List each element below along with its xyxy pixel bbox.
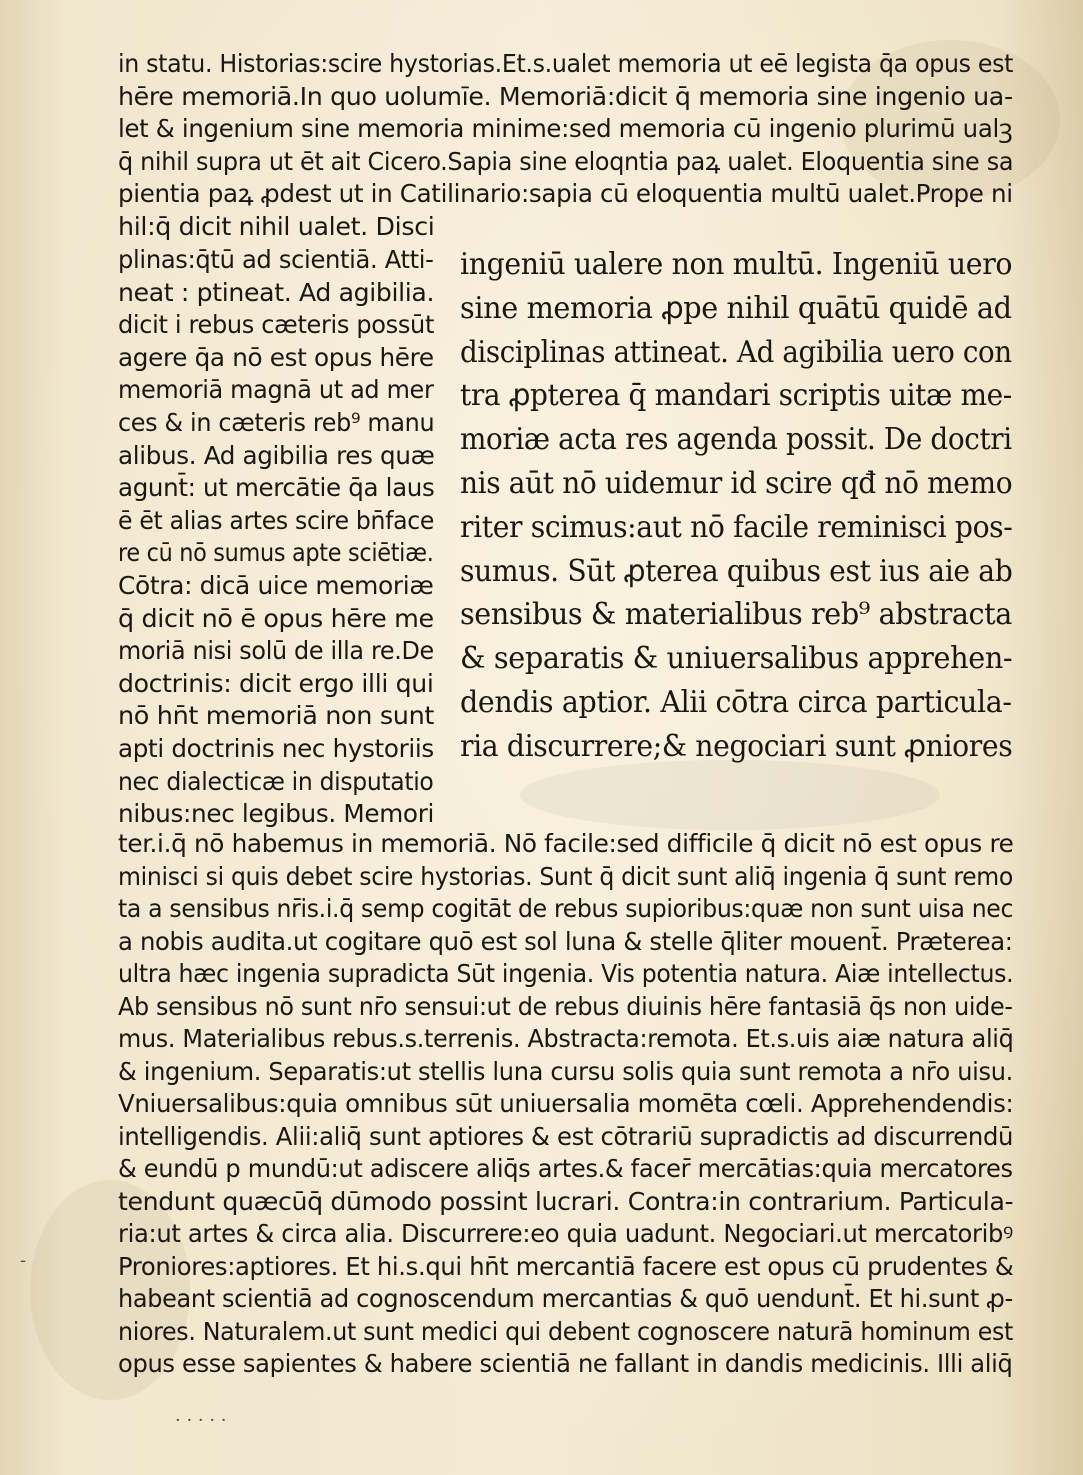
gloss-bottom-line: ter.i.q̄ nō habemus in memoriā. Nō facile:sed difficile q̄ dicit nō est opus re (118, 829, 1014, 858)
main-text-line: sine memoria ꝓpe nihil quātū quidē ad (460, 290, 1012, 326)
main-text-line: disciplinas attineat. Ad agibilia uero con (460, 334, 1012, 370)
gloss-bottom-line: Vniuersalibus:quia omnibus sūt uniuersalia momēta cœli. Apprehendendis: (118, 1089, 1014, 1118)
gloss-left-line: nō hn̄t memoriā non sunt (118, 701, 435, 731)
gloss-left-line: Cōtra: dicā uice memoriæ (118, 571, 434, 600)
main-text-line: ingeniū ualere non multū. Ingeniū uero (460, 247, 1013, 282)
gloss-bottom-line: mus. Materialibus rebus.s.terrenis. Abstracta:remota. Et.s.uis aiæ natura aliq̄ (118, 1024, 1014, 1053)
main-text-line: sensibus & materialibus reb⁹ abstracta (460, 597, 1012, 633)
gloss-left-line: agere q̄a nō est opus hēre (118, 342, 434, 372)
main-text-line: nis aūt nō uidemur id scire qđ nō memo (460, 466, 1013, 501)
gloss-left-line: dicit i rebus cæteris possūt (118, 310, 435, 340)
faint-marks: · · · · · (175, 1410, 227, 1431)
main-text-line: moriæ acta res agenda possit. De doctri (460, 422, 1012, 458)
gloss-bottom-line: intelligendis. Alii:aliq̄ sunt aptiores & est cōtrariū supradictis ad discurrendū (118, 1121, 1014, 1151)
gloss-left-line: agunt̄: ut mercātie q̄a laus (118, 473, 435, 503)
main-text-line: & separatis & uniuersalibus apprehen- (460, 641, 1013, 677)
gloss-left-line: re cū nō sumus apte sciētiæ. (118, 538, 434, 568)
gloss-bottom-line: ta a sensibus nr̄is.i.q̄ semp cogitāt de rebus supioribus:quæ non sunt uisa nec (118, 894, 1014, 923)
gloss-left-line: q̄ dicit nō ē opus hēre me (118, 603, 434, 633)
gloss-bottom-line: Proniores:aptiores. Et hi.s.qui hn̄t mercantiā facere est opus cū prudentes & (118, 1251, 1014, 1281)
gloss-bottom-line: Ab sensibus nō sunt nr̄o sensui:ut de rebus diuinis hēre fantasiā q̄s non uide- (118, 991, 1013, 1021)
gloss-bottom-line: ria:ut artes & circa alia. Discurrere:eo quia uadunt. Negociari.ut mercatoribꝰ (118, 1219, 1013, 1248)
gloss-left-line: nibus:nec legibus. Memori (118, 799, 435, 829)
gloss-left-line: apti doctrinis nec hystoriis (118, 734, 434, 763)
gloss-left-line: moriā nisi solū de illa re.De (118, 636, 434, 666)
gloss-left-line: doctrinis: dicit ergo illi qui (118, 668, 434, 698)
gloss-bottom-line: a nobis audita.ut cogitare quō est sol luna & stelle q̄liter mouent̄. Præterea: (118, 926, 1013, 956)
gloss-top-line: in statu. Historias:scire hystorias.Et.s.ualet memoria ut eē legista q̄a opus est (118, 49, 1014, 78)
bleed-through-shadow (520, 760, 940, 830)
main-text-line: tra ꝓpterea q̄ mandari scriptis uitæ me- (460, 378, 1012, 414)
gloss-bottom-line: & eundū p mundū:ut adiscere aliq̄s artes.& facer̄ mercātias:quia mercatores (118, 1154, 1013, 1183)
gloss-bottom-line: habeant scientiā ad cognoscendum mercantias & quō uendunt̄. Et hi.sunt ꝓ- (118, 1284, 1013, 1313)
gloss-bottom-line: niores. Naturalem.ut sunt medici qui debent cognoscere naturā hominum est (118, 1316, 1014, 1346)
gloss-left-line: memoriā magnā ut ad mer (118, 375, 434, 405)
gloss-bottom-line: opus esse sapientes & habere scientiā ne fallant in dandis medicinis. Illi aliq̄ (118, 1349, 1013, 1378)
gloss-left-line: alibus. Ad agibilia res quæ (118, 440, 435, 470)
gloss-left-line: plinas:q̄tū ad scientiā. Atti- (118, 245, 434, 274)
margin-mark: - (20, 1250, 27, 1271)
main-text-line: ria discurrere;& negociari sunt ꝓniores (460, 728, 1013, 764)
gloss-top-line: hil:q̄ dicit nihil ualet. Disci (118, 212, 435, 241)
gloss-top-line: hēre memoriā.In quo uolumīe. Memoriā:dicit q̄ memoria sine ingenio ua- (118, 81, 1013, 111)
gloss-bottom-line: minisci si quis debet scire hystorias. Sunt q̄ dicit sunt aliq̄ ingenia q̄ sunt remo (118, 861, 1014, 891)
gloss-left-line: nec dialecticæ in disputatio (118, 766, 434, 796)
main-text-line: sumus. Sūt ꝓterea quibus est ius aie ab (460, 553, 1013, 589)
gloss-top-line: pientia paꝝ ꝓdest ut in Catilinario:sapia cū eloquentia multū ualet.Prope ni (118, 179, 1013, 209)
main-text-line: dendis aptior. Alii cōtra circa particula- (460, 685, 1012, 720)
gloss-left-line: ces & in cæteris reb⁹ manu (118, 408, 435, 437)
gloss-bottom-line: ultra hæc ingenia supradicta Sūt ingenia. Vis potentia natura. Aiæ intellectus. (118, 959, 1014, 988)
main-text-line: riter scimus:aut nō facile reminisci pos- (460, 509, 1013, 545)
gloss-left-line: neat : ptineat. Ad agibilia. (118, 277, 435, 307)
gloss-bottom-line: & ingenium. Separatis:ut stellis luna cursu solis quia sunt remota a nr̄o uisu. (118, 1056, 1013, 1086)
gloss-top-line: let & ingenium sine memoria minime:sed memoria cū ingenio plurimū ualꝫ (118, 114, 1013, 144)
gloss-left-line: ē ēt alias artes scire bn̄face (118, 505, 435, 535)
gloss-top-line: q̄ nihil supra ut ēt ait Cicero.Sapia sine eloqntia paꝝ ualet. Eloquentia sine sa (118, 146, 1014, 176)
gloss-bottom-line: tendunt quæcūq̄ dūmodo possint lucrari. Contra:in contrarium. Particula- (118, 1186, 1014, 1216)
